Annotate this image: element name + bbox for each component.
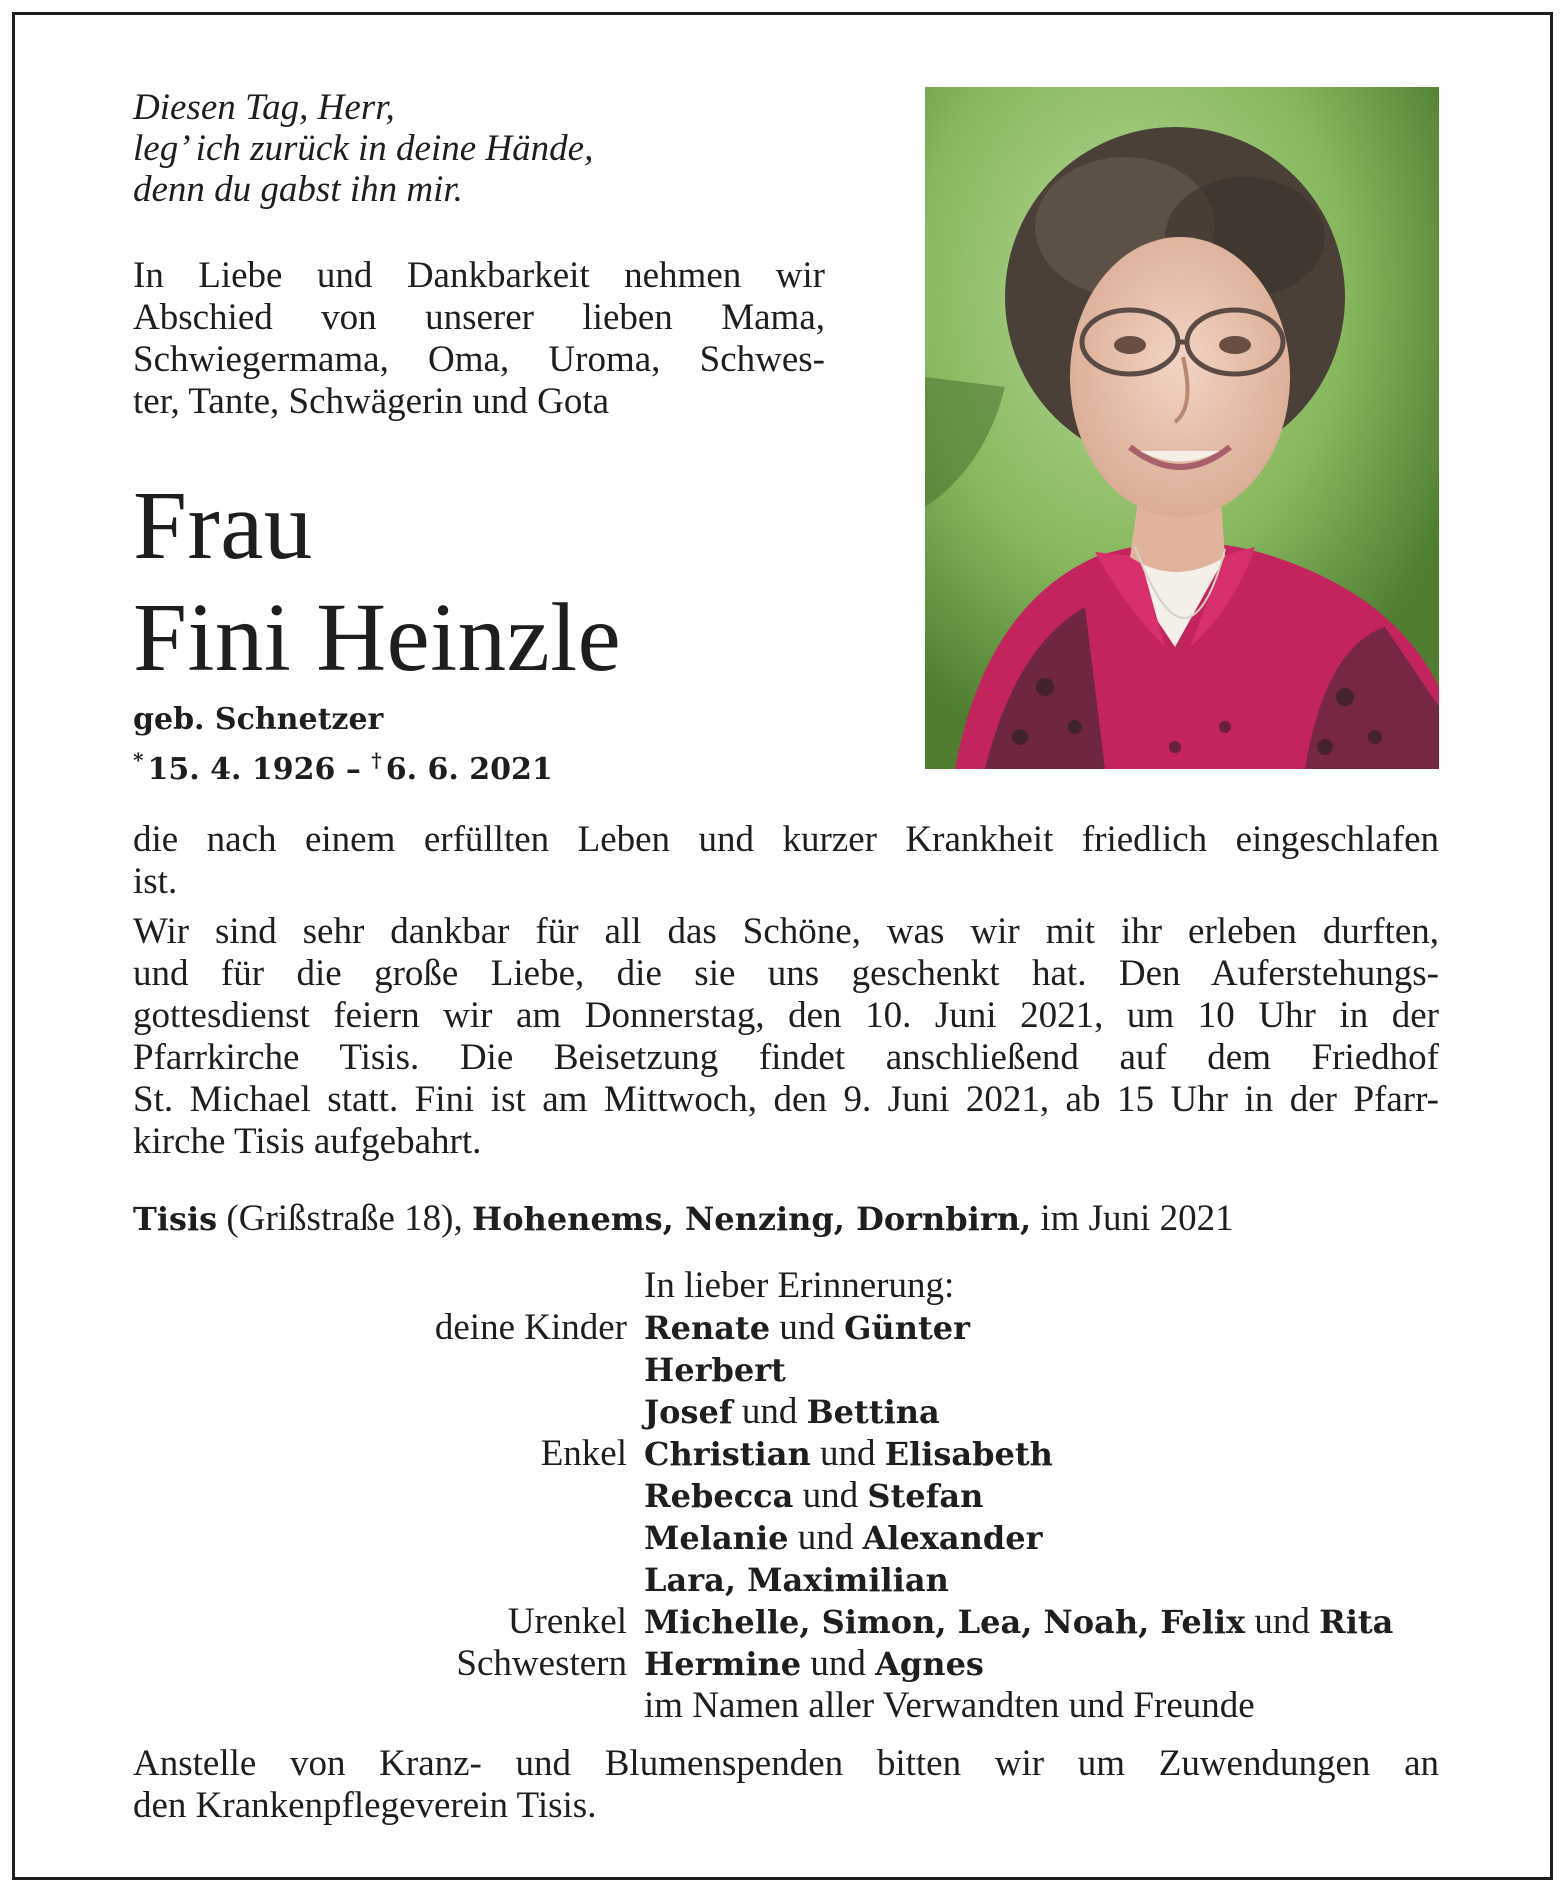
relative-name: Renate (644, 1309, 771, 1347)
family-row: Rebecca und Stefan (644, 1475, 984, 1516)
relative-name: Stefan (867, 1477, 984, 1515)
relative-name: Rita (1319, 1603, 1394, 1641)
body-line: gottesdienst feiern wir am Donnerstag, den 10. Juni 2021, um 10 Uhr in der (133, 995, 1439, 1036)
relation-label: Enkel (540, 1433, 627, 1474)
body-line: kirche Tisis aufgebahrt. (133, 1121, 482, 1162)
family-row: Urenkel Michelle, Simon, Lea, Noah, Felix und Rita (315, 1601, 1445, 1643)
death-date: 6. 6. 2021 (385, 752, 553, 787)
place-address: (Grißstraße 18), (217, 1198, 472, 1239)
relative-name: Herbert (644, 1351, 786, 1389)
family-row: Schwestern Hermine und Agnes (315, 1643, 1445, 1685)
family-row: Josef und Bettina (644, 1391, 940, 1432)
birth-name: geb. Schnetzer (133, 702, 384, 737)
body-line: Pfarrkirche Tisis. Die Beisetzung findet anschließend auf dem Friedhof (133, 1037, 1439, 1078)
family-footer-row (315, 1685, 1445, 1727)
relative-name: Günter (844, 1309, 970, 1347)
paragraph-service (133, 911, 1439, 1163)
date-dash: – (345, 752, 361, 787)
family-row (315, 1349, 1445, 1391)
place-and-date (133, 1198, 1234, 1240)
family-heading: In lieber Erinnerung: (644, 1265, 955, 1306)
quote-line: Diesen Tag, Herr, (133, 87, 395, 128)
family-row (315, 1559, 1445, 1601)
family-row: deine Kinder Renate und Günter (315, 1307, 1445, 1349)
intro-line: In Liebe und Dankbarkeit nehmen wir (133, 255, 825, 296)
family-row: Melanie und Alexander (644, 1517, 1043, 1558)
closing-line: den Krankenpflegeverein Tisis. (133, 1785, 597, 1826)
intro-text (133, 255, 825, 423)
intro-line: Schwiegermama, Oma, Uroma, Schwes- (133, 339, 825, 380)
relative-name: Christian (644, 1435, 811, 1473)
quote-line: leg’ ich zurück in deine Hände, (133, 128, 594, 169)
portrait-photo (925, 87, 1439, 769)
relation-label: Schwestern (456, 1643, 627, 1684)
deceased-name (133, 470, 621, 694)
paragraph-passing (133, 819, 1439, 903)
prayer-quote (133, 87, 853, 210)
family-heading-row (315, 1265, 1445, 1307)
life-dates (133, 741, 553, 789)
place-town: Tisis (133, 1200, 218, 1238)
donation-request (133, 1743, 1439, 1827)
quote-line: denn du gabst ihn mir. (133, 169, 463, 210)
death-symbol: † (371, 748, 382, 772)
relative-name: Agnes (875, 1645, 984, 1683)
relative-name: Elisabeth (884, 1435, 1053, 1473)
relative-name: Melanie (644, 1519, 789, 1557)
place-date: im Juni 2021 (1031, 1198, 1234, 1239)
body-line: die nach einem erfüllten Leben und kurzer Krankheit friedlich eingeschlafen (133, 819, 1439, 860)
relative-name: Lara, Maximilian (644, 1561, 949, 1599)
obituary-notice (12, 12, 1553, 1880)
full-name: Fini Heinzle (133, 584, 622, 691)
family-footer: im Namen aller Verwandten und Freunde (644, 1685, 1255, 1726)
relation-label: deine Kinder (434, 1307, 627, 1348)
intro-line: Abschied von unserer lieben Mama, (133, 297, 825, 338)
intro-line: ter, Tante, Schwägerin und Gota (133, 381, 610, 422)
relative-name: Michelle, Simon, Lea, Noah, Felix (644, 1603, 1246, 1641)
salutation: Frau (133, 472, 313, 579)
relative-name: Josef (644, 1393, 733, 1431)
body-line: und für die große Liebe, die sie uns geschenkt hat. Den Auferstehungs- (133, 953, 1439, 994)
birth-date: 15. 4. 1926 (147, 752, 336, 787)
family-row: Enkel Christian und Elisabeth (315, 1433, 1445, 1475)
relative-name: Hermine (644, 1645, 802, 1683)
body-line: Wir sind sehr dankbar für all das Schöne, was wir mit ihr erleben durften, (133, 911, 1439, 952)
closing-line: Anstelle von Kranz- und Blumenspenden bitten wir um Zuwendungen an (133, 1743, 1439, 1784)
relation-label: Urenkel (507, 1601, 627, 1642)
place-others: Hohenems, Nenzing, Dornbirn, (471, 1200, 1032, 1238)
announcement-body (133, 819, 1439, 1171)
portrait-illustration (925, 87, 1439, 769)
relative-name: Bettina (806, 1393, 940, 1431)
family-list (315, 1265, 1445, 1727)
birth-symbol: * (133, 748, 144, 772)
body-line: ist. (133, 861, 178, 902)
body-line: St. Michael statt. Fini ist am Mittwoch, den 9. Juni 2021, ab 15 Uhr in der Pfarr- (133, 1079, 1439, 1120)
relative-name: Rebecca (644, 1477, 794, 1515)
relative-name: Alexander (862, 1519, 1043, 1557)
